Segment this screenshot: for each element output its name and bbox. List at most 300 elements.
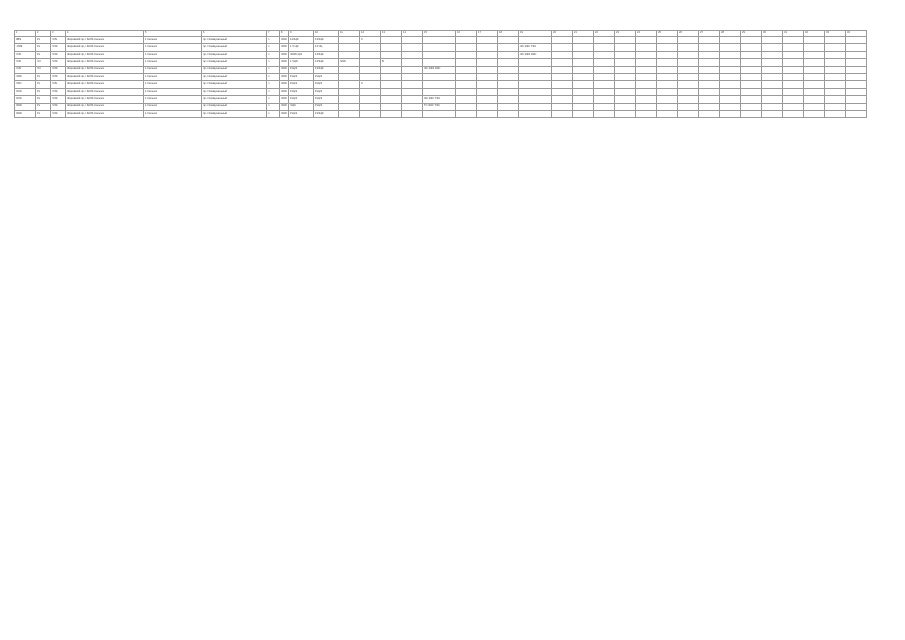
table-cell [762,96,783,103]
table-cell: 1 Сельхоз [144,81,202,88]
table-cell [783,51,804,58]
table-row [15,59,867,66]
table-cell: 1ЧЦЭ [314,73,339,80]
table-cell [402,73,423,80]
table-cell: 14ЧЦЭ [289,37,314,44]
table-cell: ч [267,37,280,44]
column-header: 7 [267,31,280,37]
column-header: 16 [456,31,477,37]
column-header: 28 [720,31,741,37]
table-cell [846,88,867,95]
table-cell: Жоровский пр-т ЗАЛЬ Сельхоз [66,110,144,117]
table-cell [699,59,720,66]
table-cell [720,88,741,95]
table-cell: ЭЧЭ [15,88,36,95]
table-cell [720,66,741,73]
table-cell [804,44,825,51]
table-cell [615,103,636,110]
table-cell: 1ЧЦЭ [289,96,314,103]
table-cell [825,51,846,58]
table-cell: ЭЭЭ [280,81,289,88]
table-cell: 1 Сельхоз [144,110,202,117]
table-cell [699,110,720,117]
table-cell: ЭЭЭ [280,88,289,95]
table-cell: ЭЭЭ [280,66,289,73]
table-cell: ЭС ЭЭС ТЭС [423,96,456,103]
table-cell [762,81,783,88]
table-cell [825,37,846,44]
table-cell [402,66,423,73]
column-header: 19 [519,31,552,37]
table-cell [804,73,825,80]
table-row [15,103,867,110]
table-cell [423,51,456,58]
table-cell [678,51,699,58]
table-row [15,73,867,80]
table-cell [477,73,498,80]
table-cell [360,103,381,110]
table-cell [678,110,699,117]
table-cell [339,51,360,58]
table-cell [678,73,699,80]
table-cell: ЧЧЧ [51,37,66,44]
table-cell [762,59,783,66]
table-cell [423,81,456,88]
table-cell [657,103,678,110]
table-cell [636,37,657,44]
table-cell: ЧЦЭ [289,103,314,110]
table-cell [762,110,783,117]
table-cell [381,96,402,103]
table-cell: 1Ч [36,103,51,110]
table-cell [423,59,456,66]
table-cell [741,51,762,58]
table-cell [720,51,741,58]
table-cell [519,73,552,80]
table-cell: ЭЭЭ [280,51,289,58]
table-cell: ЧЭЧ [15,81,36,88]
data-table [14,30,867,118]
table-cell: 1Ч [36,51,51,58]
table-cell [846,81,867,88]
table-cell: ЧЭЭ [15,73,36,80]
column-header: 1 [15,31,36,37]
table-cell: ЧЧЧ [15,59,36,66]
table-cell: ЧЧЭ [51,59,66,66]
table-cell [741,73,762,80]
table-cell: 1ЧЦЭ [289,66,314,73]
table-cell [846,59,867,66]
table-cell [477,66,498,73]
table-cell: пр-т Коммунальный [202,88,267,95]
table-cell [477,103,498,110]
table-cell [360,59,381,66]
table-cell [456,66,477,73]
table-cell: 1ЧЦЭ [314,88,339,95]
table-cell [846,37,867,44]
table-cell [615,73,636,80]
table-cell [339,66,360,73]
table-cell: ЭЭЭ [280,96,289,103]
table-cell [615,88,636,95]
table-cell [552,73,573,80]
table-cell [783,88,804,95]
table-cell [477,81,498,88]
table-cell [594,96,615,103]
column-header: 23 [615,31,636,37]
table-cell: ЧЧЭ [51,51,66,58]
table-cell [381,88,402,95]
table-cell: ТС ЭЭС ТЭС [423,103,456,110]
table-cell [741,96,762,103]
table-cell [615,59,636,66]
table-cell [339,110,360,117]
column-header: 29 [741,31,762,37]
table-cell [552,51,573,58]
table-cell [360,51,381,58]
column-header: 20 [552,31,573,37]
table-cell [636,81,657,88]
table-cell [657,88,678,95]
column-header: 34 [846,31,867,37]
table-cell [498,59,519,66]
table-cell [741,88,762,95]
table-cell [477,44,498,51]
table-cell [477,96,498,103]
table-cell [783,37,804,44]
table-cell [477,88,498,95]
table-cell [804,96,825,103]
table-cell: ЭС ЭЭЭ ЭЭС [423,66,456,73]
table-cell [720,96,741,103]
table-cell [594,110,615,117]
table-cell [825,96,846,103]
table-row [15,88,867,95]
table-cell: Жоровский пр-т ЗАЛЬ Сельхоз [66,59,144,66]
table-cell [498,73,519,80]
table-cell [339,81,360,88]
table-cell [636,110,657,117]
table-cell: ЧЧЭ [51,44,66,51]
table-cell: ЭЭЭ [280,73,289,80]
table-cell: Жоровский пр-т ЗАЛЬ Сельхоз [66,96,144,103]
table-cell [402,110,423,117]
table-cell: 1ЧЦЭ [289,81,314,88]
table-cell [552,59,573,66]
table-cell [741,103,762,110]
table-cell [573,51,594,58]
table-cell: 13ЧЦЭ [314,59,339,66]
table-cell [615,37,636,44]
table-cell [657,96,678,103]
table-cell [498,88,519,95]
table-cell [846,96,867,103]
table-cell [720,44,741,51]
table-cell [762,51,783,58]
table-cell [762,37,783,44]
table-cell [825,73,846,80]
table-cell [615,51,636,58]
table-cell [720,81,741,88]
table-cell: Жоровский пр-т ЗАЛЬ Сельхоз [66,73,144,80]
table-cell: ЧЧЭ [51,66,66,73]
table-cell: 1 Сельхоз [144,66,202,73]
table-cell [477,37,498,44]
table-cell: пр-т Коммунальный [202,44,267,51]
table-cell [519,37,552,44]
table-cell [456,51,477,58]
column-header: 31 [783,31,804,37]
column-header: 8 [280,31,289,37]
table-cell: пр-т Коммунальный [202,103,267,110]
table-cell: 13 ЧЦ [314,44,339,51]
table-cell [519,66,552,73]
column-header: 33 [825,31,846,37]
table-cell: пр-т Коммунальный [202,96,267,103]
table-cell: ч [267,59,280,66]
table-cell [402,103,423,110]
table-cell [657,37,678,44]
table-cell [783,81,804,88]
table-cell [783,59,804,66]
table-row [15,110,867,117]
table-cell [846,44,867,51]
table-cell: 13ЧЦЭ [314,51,339,58]
table-cell: пр-т Коммунальный [202,37,267,44]
table-cell [498,37,519,44]
table-cell [498,103,519,110]
table-cell: ЧЧЧ [51,81,66,88]
table-cell [594,81,615,88]
table-cell: В [381,59,402,66]
table-cell: Жоровский пр-т ЗАЛЬ Сельхоз [66,51,144,58]
table-cell [402,44,423,51]
table-row [15,66,867,73]
table-cell: 1Ч [36,44,51,51]
column-header: 26 [678,31,699,37]
table-cell: ч [267,110,280,117]
table-cell: ЧЧ [36,66,51,73]
table-cell [456,81,477,88]
column-header: 5 [144,31,202,37]
table-cell [636,96,657,103]
table-cell [741,110,762,117]
table-cell: 1ЧЦЭ [314,96,339,103]
table-cell: ЭЭЭ [280,59,289,66]
table-cell [699,81,720,88]
table-cell [636,66,657,73]
table-cell [402,81,423,88]
table-cell: ЧЧЭ [51,103,66,110]
table-cell [594,88,615,95]
table-cell [594,103,615,110]
table-cell: 1 Сельхоз [144,59,202,66]
column-header: 9 [289,31,314,37]
table-cell [678,37,699,44]
table-cell: ЧЧЭ [51,88,66,95]
table-cell: 1 Ч ЦЭ [289,44,314,51]
table-cell: ЭЭЭ [15,110,36,117]
table-cell [846,66,867,73]
table-cell [552,44,573,51]
table-cell [720,59,741,66]
table-cell: Жоровский пр-т ЗАЛЬ Сельхоз [66,81,144,88]
table-cell [678,96,699,103]
column-header: 18 [498,31,519,37]
table-cell: 1Ч [36,81,51,88]
table-cell [762,44,783,51]
table-body [15,37,867,118]
table-cell [657,73,678,80]
table-cell [699,66,720,73]
table-cell: Жоровский пр-т ЗАЛЬ Сельхоз [66,44,144,51]
table-cell: ЭЭЭ [15,103,36,110]
table-cell [456,73,477,80]
table-cell: 1 Сельхоз [144,51,202,58]
table-cell: 1 Сельхоз [144,96,202,103]
table-cell [741,37,762,44]
table-cell [339,103,360,110]
table-cell: 13ЧЦЭ [314,37,339,44]
table-cell [804,66,825,73]
table-cell [825,59,846,66]
table-cell [552,66,573,73]
table-cell [846,110,867,117]
table-row [15,51,867,58]
table-cell [678,66,699,73]
table-cell: ч [267,81,280,88]
table-cell [456,88,477,95]
table-cell [783,73,804,80]
column-header: 14 [402,31,423,37]
table-cell: ч [267,96,280,103]
table-cell: 13ЧЦЭ [314,66,339,73]
table-cell [846,73,867,80]
table-cell [552,110,573,117]
table-cell: ЧЧЭ [51,73,66,80]
table-cell [678,103,699,110]
table-cell [825,103,846,110]
table-cell: ЭЧЭ [15,96,36,103]
table-cell [741,59,762,66]
table-cell [360,96,381,103]
table-cell [360,88,381,95]
table-cell [573,66,594,73]
column-header: 4 [66,31,144,37]
table-cell: пр-т Коммунальный [202,66,267,73]
table-cell: ЧЧЭ [51,96,66,103]
table-cell [477,51,498,58]
table-cell: ч [267,66,280,73]
table-cell [498,51,519,58]
table-cell [423,37,456,44]
table-cell [657,51,678,58]
table-cell: ч [267,103,280,110]
table-cell: 13ЧЦЭ [314,110,339,117]
column-header: 21 [573,31,594,37]
table-cell [741,66,762,73]
column-header: 3 [51,31,66,37]
table-cell [720,37,741,44]
table-cell [339,37,360,44]
table-cell [573,44,594,51]
table-cell [498,110,519,117]
table-cell: ч [267,51,280,58]
table-cell [423,73,456,80]
table-cell [825,44,846,51]
table-cell: ЭЭЭ [339,59,360,66]
table-cell: 1 Сельхоз [144,44,202,51]
table-cell [423,44,456,51]
table-cell: 1Ч [36,88,51,95]
table-cell [804,88,825,95]
column-header: 27 [699,31,720,37]
table-cell: ЭС ЭЭЭ ЭЭС [519,51,552,58]
table-row [15,96,867,103]
table-row [15,81,867,88]
table-cell [699,103,720,110]
table-cell: ч [267,88,280,95]
table-cell [573,37,594,44]
table-cell: пр-т Коммунальный [202,73,267,80]
table-cell [552,88,573,95]
table-cell [657,81,678,88]
table-cell: ЭЭЭ [280,37,289,44]
table-cell [519,110,552,117]
table-cell [360,73,381,80]
table-cell [402,59,423,66]
table-cell [519,81,552,88]
table-cell: 1Ч [36,37,51,44]
table-cell [783,44,804,51]
column-header: 10 [314,31,339,37]
table-cell: Жоровский пр-т ЗАЛЬ Сельхоз [66,103,144,110]
table-cell [804,37,825,44]
table-cell [615,44,636,51]
table-cell [678,59,699,66]
table-cell [381,51,402,58]
table-cell [456,103,477,110]
column-header: 30 [762,31,783,37]
table-row [15,44,867,51]
table-cell [552,37,573,44]
table-cell [456,59,477,66]
column-header: 32 [804,31,825,37]
table-cell [720,103,741,110]
table-cell: Жоровский пр-т ЗАЛЬ Сельхоз [66,37,144,44]
column-header: 12 [360,31,381,37]
table-cell [699,96,720,103]
table-cell [381,110,402,117]
table-cell [519,103,552,110]
table-cell [381,103,402,110]
column-header: 15 [423,31,456,37]
column-header: 11 [339,31,360,37]
table-cell [699,51,720,58]
table-cell [846,51,867,58]
table-cell [804,59,825,66]
table-cell [477,110,498,117]
table-cell [636,73,657,80]
table-cell: ч [267,44,280,51]
table-cell: ЭЭЭЧ ЦЭ [289,51,314,58]
table-cell [741,81,762,88]
table-cell [552,103,573,110]
table-cell: ЧЧЧ [15,51,36,58]
table-cell [519,96,552,103]
table-cell [552,81,573,88]
table-cell [762,103,783,110]
